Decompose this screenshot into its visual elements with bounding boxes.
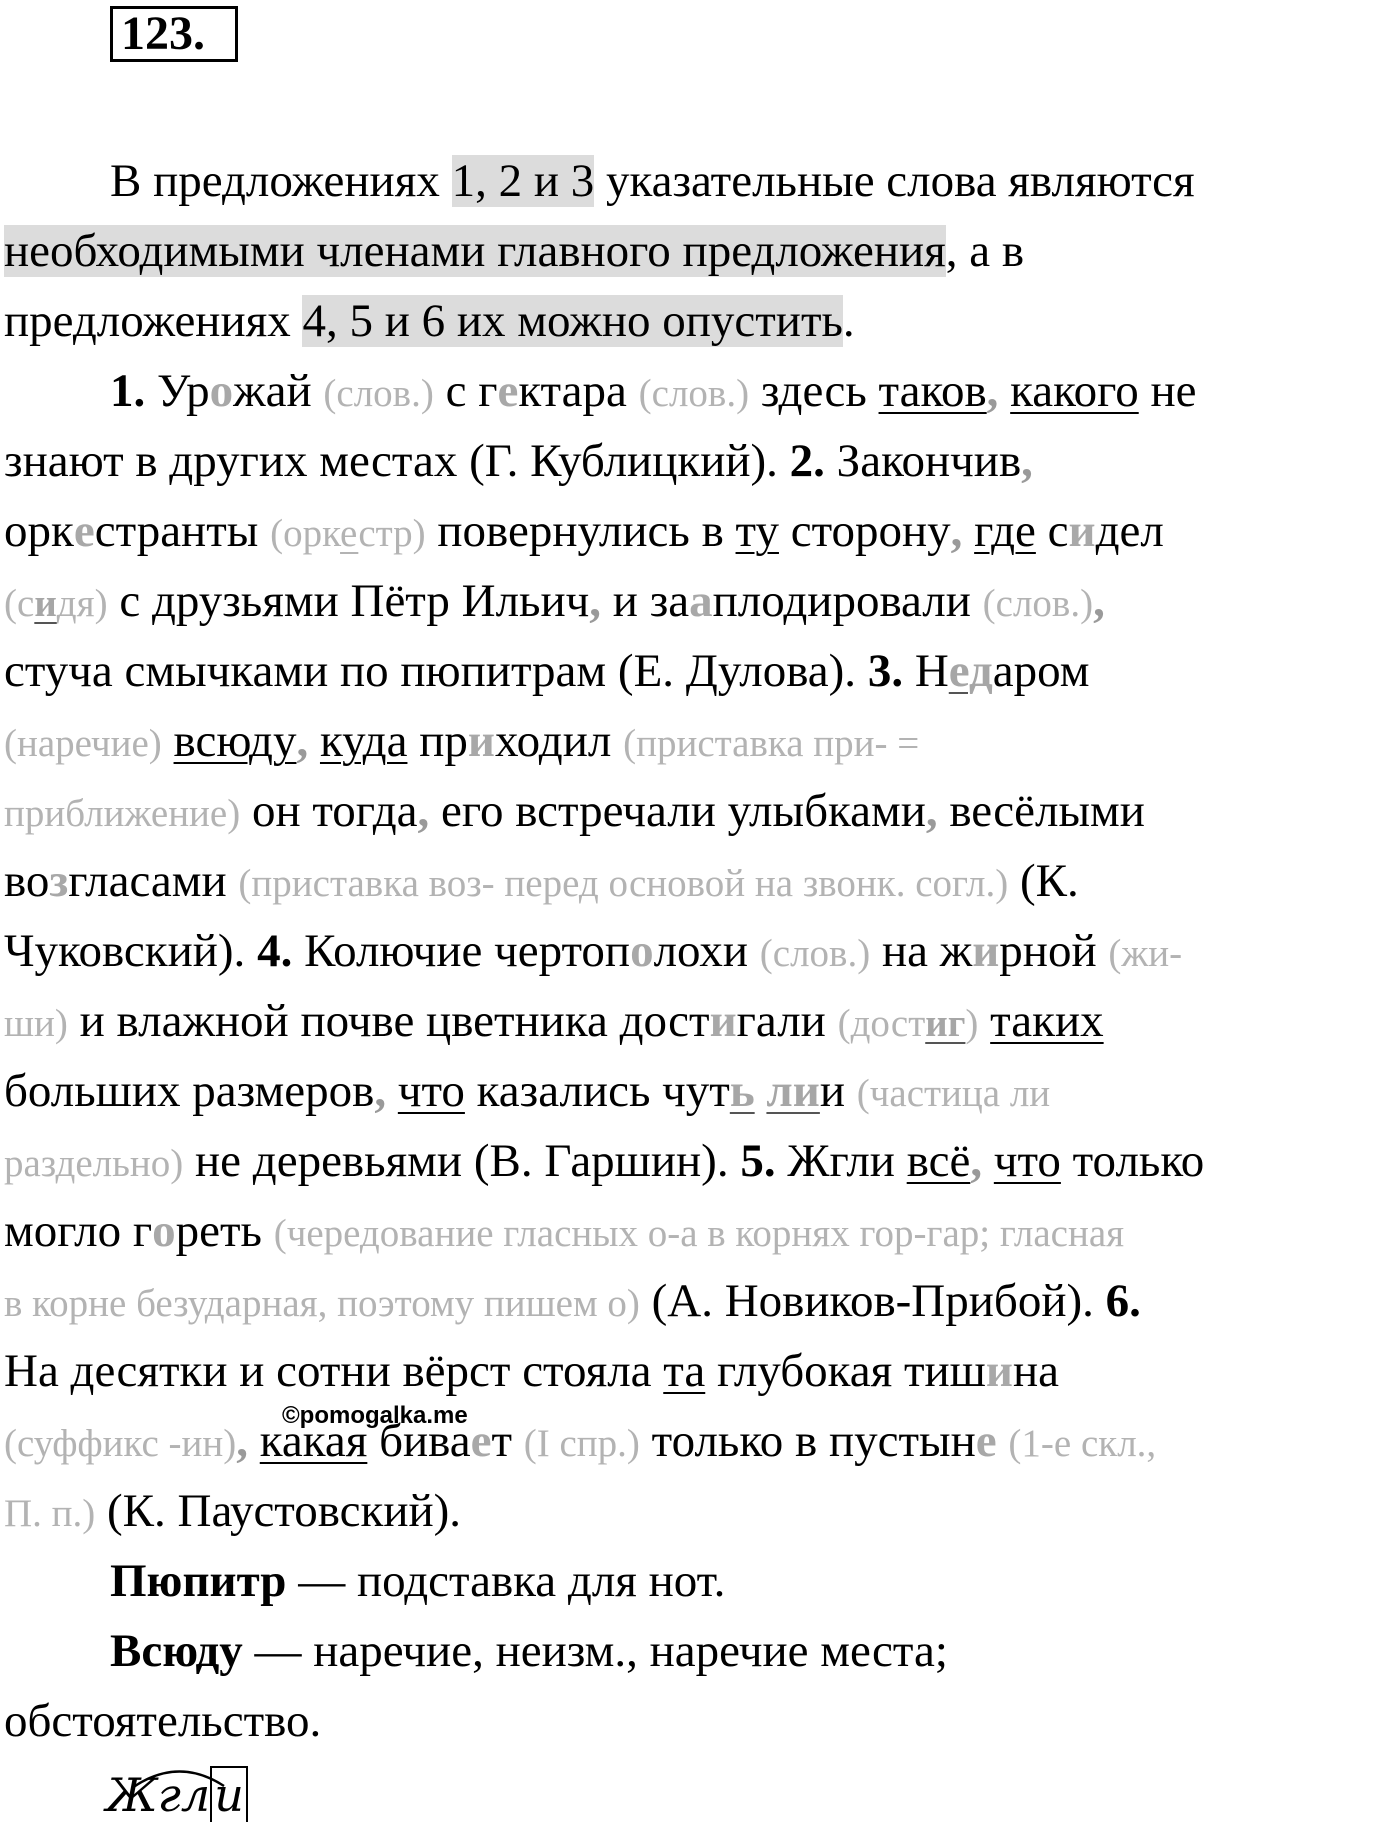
sentence-line [4, 1196, 1400, 1266]
spelling-letter: е [470, 1415, 492, 1467]
note-letter: е [340, 512, 359, 555]
note: (с [4, 582, 35, 625]
text-span: жай [233, 365, 324, 417]
sentence-number: 4. [257, 925, 293, 977]
text-span: В предложениях [110, 155, 452, 207]
text-span [162, 715, 174, 767]
text-span: плодировали [712, 575, 983, 627]
punctuation-mark: , [417, 785, 430, 837]
text-span: аром [992, 645, 1090, 697]
definition-pyupitr [4, 1546, 1400, 1616]
note: ) [965, 1002, 979, 1045]
highlight: 1, 2 и 3 [451, 155, 595, 207]
text-span: бива [367, 1415, 471, 1467]
sentence-line [4, 1126, 1400, 1196]
text-span: (К. Паустовский). [95, 1485, 462, 1537]
punctuation-mark: , [986, 365, 999, 417]
text-span: (А. Новиков-Прибой). [639, 1275, 1106, 1327]
text-span: больших размеров [4, 1065, 375, 1117]
intro-line-2 [4, 216, 1400, 286]
sentence-line [4, 566, 1400, 636]
text-span: с друзьями Пётр Ильич [107, 575, 590, 627]
text-span: . [842, 295, 855, 347]
text-span: указательные слова являются [594, 155, 1195, 207]
text-span: реть [175, 1205, 274, 1257]
text-span: здесь [749, 365, 879, 417]
sentence-line [4, 1266, 1400, 1336]
word-stem: Жгл [106, 1768, 211, 1822]
text-span [845, 1065, 857, 1117]
underlined-word: что [993, 1135, 1061, 1187]
underlined-word: какого [1010, 365, 1139, 417]
note: (частица ли [856, 1072, 1051, 1115]
note: в корне безударная, поэтому пишем о) [4, 1282, 640, 1325]
text-span: пр [407, 715, 468, 767]
text-span: , а в [945, 225, 1025, 277]
text-span: глубокая тиш [705, 1345, 986, 1397]
text-span: Жгли [775, 1135, 907, 1187]
text-span [248, 1415, 260, 1467]
punctuation-mark: , [374, 1065, 387, 1117]
text-span [982, 1135, 994, 1187]
text-span: орк [4, 505, 74, 557]
sentence-line [4, 1056, 1400, 1126]
punctuation-mark: , [236, 1415, 248, 1467]
spelling-letter: и [972, 925, 1000, 977]
exercise-number: 123. [110, 6, 238, 62]
text-span: Ур [145, 365, 210, 417]
note: приближение) [4, 792, 241, 835]
sentence-line [4, 1476, 1400, 1546]
text-span: знают в других местах (Г. Кублицкий). [4, 435, 790, 487]
sentence-number: 5. [740, 1135, 776, 1187]
sentence-number: 1. [110, 365, 146, 417]
note: (наречие) [4, 722, 162, 765]
note: (слов.) [638, 372, 750, 415]
spelling-letter: о [152, 1205, 176, 1257]
note: (приставка при- = [623, 722, 920, 765]
text-span: Чуковский). [4, 925, 258, 977]
note: (дост [837, 1002, 926, 1045]
word-ending-box: и [210, 1766, 248, 1822]
note-letter: иг [925, 1002, 966, 1045]
note: (слов.) [323, 372, 434, 415]
note: дя) [56, 582, 108, 625]
note: (слов.) [982, 582, 1094, 625]
punctuation-mark: , [589, 575, 602, 627]
note: (суффикс -ин) [4, 1422, 237, 1465]
text-span: весёлыми [937, 785, 1145, 837]
text-span [386, 1065, 398, 1117]
text-span [755, 1065, 767, 1117]
sentence-line [4, 986, 1400, 1056]
highlight: 4, 5 и 6 их можно опустить [302, 295, 843, 347]
text-span: и [819, 1065, 846, 1117]
text-span: казались чут [464, 1065, 730, 1117]
underlined-word: таких [990, 995, 1104, 1047]
text-span: на [1012, 1345, 1059, 1397]
underlined-word: всё [906, 1135, 971, 1187]
text-span [962, 505, 974, 557]
morpheme-analysis [106, 1768, 248, 1838]
sentence-line [4, 1406, 1400, 1476]
punctuation-mark: , [970, 1135, 983, 1187]
underlined-word: какая [259, 1415, 368, 1467]
punctuation-mark: , [296, 715, 309, 767]
spelling-letter: е [73, 505, 95, 557]
underlined-word: куда [319, 715, 408, 767]
note: (1-е скл., [1008, 1422, 1157, 1465]
text-span: странты [94, 505, 271, 557]
punctuation-mark: , [1021, 435, 1033, 487]
text-span: (К. [1008, 855, 1079, 907]
text-span: и влажной почве цветника дост [67, 995, 710, 1047]
text-span: гали [736, 995, 838, 1047]
note: (приставка воз- перед основой на звонк. согл.) [238, 862, 1009, 905]
definition-text: обстоятельство. [4, 1695, 322, 1747]
sentence-line [4, 1336, 1400, 1406]
text-span: сторону [778, 505, 951, 557]
underlined-word: всюду [173, 715, 297, 767]
spelling-letter: е [975, 1415, 997, 1467]
spelling-letter: з [49, 855, 69, 907]
definition-vsyudu-cont [4, 1686, 1400, 1756]
text-span: рной [999, 925, 1109, 977]
text-span: с г [433, 365, 498, 417]
definition-term: Всюду [110, 1625, 243, 1677]
sentence-line [4, 496, 1400, 566]
text-span: с [1035, 505, 1069, 557]
sentence-number: 3. [867, 645, 904, 697]
text-span [997, 1415, 1009, 1467]
punctuation-mark: , [925, 785, 938, 837]
sentence-line [4, 776, 1400, 846]
spelling-letter: ь [729, 1065, 755, 1117]
definition-vsyudu [4, 1616, 1400, 1686]
spelling-letter: и [709, 995, 737, 1047]
note: (орк [270, 512, 341, 555]
text-span: могло г [4, 1205, 153, 1257]
spelling-letter: и [1068, 505, 1096, 557]
text-span: во [4, 855, 50, 907]
text-span: на ж [870, 925, 973, 977]
text-span: Н [903, 645, 949, 697]
text-span: т [491, 1415, 524, 1467]
sentence-number: 6. [1105, 1275, 1141, 1327]
text-span: повернулись в [425, 505, 736, 557]
text-span: и за [601, 575, 690, 627]
text-span: ктара [518, 365, 639, 417]
text-span: лохи [653, 925, 760, 977]
spelling-letter: ли [766, 1065, 820, 1117]
exercise-text [4, 146, 1400, 1756]
text-span: только [1060, 1135, 1205, 1187]
underlined-word: ту [735, 505, 779, 557]
sentence-line [4, 706, 1400, 776]
definition-text: — подставка для нот. [286, 1555, 726, 1607]
spelling-letter: и [467, 715, 495, 767]
text-span: стуча смычками по пюпитрам (Е. Дулова). [4, 645, 868, 697]
text-span: его встречали улыбками [429, 785, 926, 837]
punctuation-mark: , [1093, 575, 1105, 627]
underlined-word: та [663, 1345, 706, 1397]
text-span: На десятки и сотни вёрст стояла [4, 1345, 664, 1397]
text-span [308, 715, 320, 767]
note: ши) [4, 1002, 68, 1045]
text-span: Закончив [824, 435, 1022, 487]
text-span: Колючие чертоп [292, 925, 631, 977]
note: (чередование гласных о-а в корнях гор-гар; гласная [273, 1212, 1125, 1255]
spelling-letter: а [689, 575, 713, 627]
text-span: только в пустын [639, 1415, 976, 1467]
sentence-number: 2. [789, 435, 825, 487]
intro-line-3 [4, 286, 1400, 356]
text-span [978, 995, 990, 1047]
sentence-line [4, 636, 1400, 706]
text-span: не [1138, 365, 1197, 417]
note: П. п.) [4, 1492, 96, 1535]
sentence-line [4, 916, 1400, 986]
note: раздельно) [4, 1142, 184, 1185]
note: стр) [358, 512, 426, 555]
underlined-word: таков [878, 365, 987, 417]
sentence-line [4, 846, 1400, 916]
text-span: дел [1095, 505, 1164, 557]
spelling-letter: и [985, 1345, 1013, 1397]
sentence-line [4, 426, 1400, 496]
intro-line-1 [4, 146, 1400, 216]
text-span: он тогда [240, 785, 418, 837]
note: (слов.) [759, 932, 871, 975]
punctuation-mark: , [950, 505, 963, 557]
note: (жи- [1108, 932, 1183, 975]
watermark: ©pomogalka.me [282, 1402, 468, 1429]
text-span [998, 365, 1010, 417]
spelling-letter: ед [948, 645, 993, 697]
underlined-word: где [974, 505, 1036, 557]
note-letter: и [34, 582, 57, 625]
text-span: предложениях [4, 295, 303, 347]
text-span: не деревьями (В. Гаршин). [183, 1135, 741, 1187]
spelling-letter: о [630, 925, 654, 977]
definition-text: — наречие, неизм., наречие места; [242, 1625, 948, 1677]
note: (I спр.) [523, 1422, 640, 1465]
spelling-letter: о [209, 365, 234, 417]
highlight: необходимыми членами главного предложения [4, 225, 946, 277]
text-span: гласами [68, 855, 239, 907]
definition-term: Пюпитр [110, 1555, 287, 1607]
text-span: ходил [494, 715, 624, 767]
underlined-word: что [397, 1065, 465, 1117]
root-arc-icon [128, 1762, 248, 1792]
spelling-letter: е [497, 365, 519, 417]
sentence-line [4, 356, 1400, 426]
